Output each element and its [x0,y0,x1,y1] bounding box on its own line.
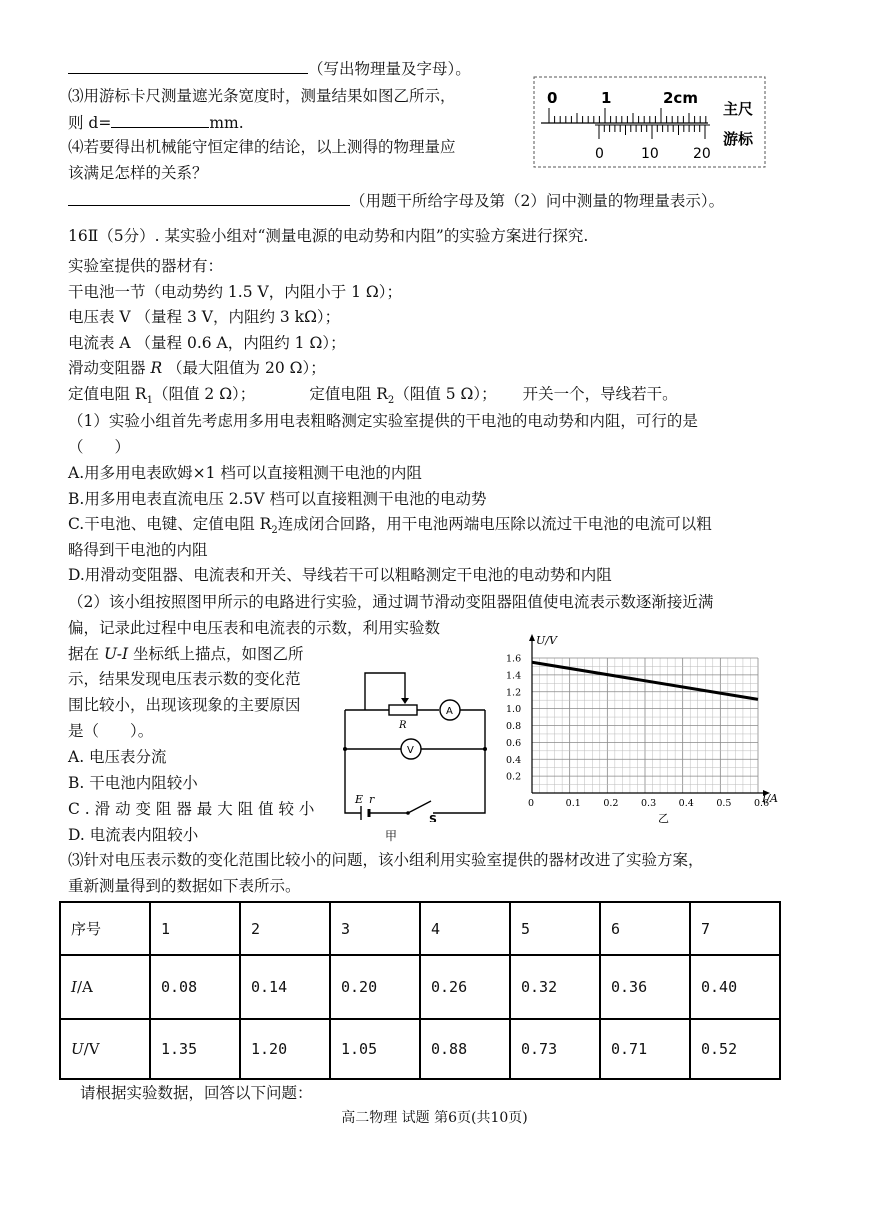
y-tick-label: 1.2 [506,687,522,699]
u-i-graph [500,630,800,832]
equipment-voltmeter: 电压表 V （量程 3 V，内阻约 3 kΩ）； [68,308,341,326]
main-scale-label: 主尺 [723,100,754,118]
vernier-caliper-figure [533,76,766,168]
part2-line-6: 是（ ）。 [68,722,154,740]
emf-label: E [355,793,364,806]
answer-blank[interactable] [68,58,308,74]
relation-blank[interactable] [68,190,350,206]
x-tick-label: 0.1 [565,798,581,809]
question-3: ⑶用游标卡尺测量遮光条宽度时，测量结果如图乙所示， [68,87,456,105]
internal-resistance-label: r [369,793,375,806]
table-cell: 1.35 [150,1019,240,1079]
table-header-cell: 序号 [60,902,150,955]
vernier-tick-label-10: 10 [641,146,659,162]
table-row-label: U/V [60,1019,150,1079]
part2-option-c[interactable]: C . 滑 动 变 阻 器 最 大 阻 值 较 小 [68,800,315,818]
part1-option-a[interactable]: A.用多用电表欧姆×1 档可以直接粗测干电池的内阻 [68,464,422,482]
table-header-cell: 7 [690,902,780,955]
x-axis-label: I/A [762,792,778,805]
x-tick-label: 0.6 [754,798,770,809]
part1-option-d[interactable]: D.用滑动变阻器、电流表和开关、导线若干可以粗略测定干电池的电动势和内阻 [68,566,612,584]
table-header-cell: 3 [330,902,420,955]
table-cell: 0.36 [600,955,690,1019]
part2-option-b[interactable]: B. 干电池内阻较小 [68,774,198,792]
vernier-tick-label-0: 0 [595,146,604,162]
table-cell: 0.40 [690,955,780,1019]
y-tick-label: 1.6 [506,653,522,665]
main-tick-label-0: 0 [547,89,558,107]
y-axis-arrow [529,634,535,641]
vernier-scale-label: 游标 [723,130,754,148]
table-row-label: I/A [60,955,150,1019]
y-tick-label: 0.2 [506,771,522,783]
table-row-voltage [60,1019,780,1079]
q16-header: 16Ⅱ（5分）. 某实验小组对“测量电源的电动势和内阻”的实验方案进行探究. [68,227,589,245]
main-tick-label-2: 2cm [663,89,698,107]
equipment-rheostat: 滑动变阻器 R （最大阻值为 20 Ω）； [68,359,326,377]
question-4-line-1: ⑷若要得出机械能守恒定律的结论，以上测得的物理量应 [68,138,456,156]
equipment-resistors: 定值电阻 $R_1$（阻值 2 Ω）； 定值电阻 $R_2$（阻值 5 Ω）； 开关一个，导线若干。 [68,385,678,407]
rheostat-label: R [399,720,407,731]
part1-option-c-cont: 略得到干电池的内阻 [68,541,208,559]
part2-line-1: （2）该小组按照图甲所示的电路进行实验，通过调节滑动变阻器阻值使电流表示数逐渐接近满 [68,593,714,611]
table-cell: 0.52 [690,1019,780,1079]
part3-line-1: ⑶针对电压表示数的变化范围比较小的问题，该小组利用实验室提供的器材改进了实验方案， [68,851,704,869]
part1-answer-paren: （ ） [68,438,131,456]
y-axis-label: U/V [536,634,557,647]
part1-option-c[interactable]: C.干电池、电键、定值电阻 $R_2$连成闭合回路，用干电池两端电压除以流过干电池的电流可以粗 [68,515,712,537]
table-cell: 1.20 [240,1019,330,1079]
table-row-index [60,902,780,955]
table-header-cell: 1 [150,902,240,955]
circuit-diagram [333,670,493,822]
x-tick-label: 0.3 [641,798,657,809]
data-table [59,901,781,1080]
table-header-cell: 2 [240,902,330,955]
table-cell: 0.14 [240,955,330,1019]
ammeter-label: A [446,706,453,717]
part2-line-3: 据在 U-I 坐标纸上描点，如图乙所 [68,645,304,663]
table-header-cell: 4 [420,902,510,955]
x-tick-label: 0.5 [716,798,732,809]
table-cell: 0.88 [420,1019,510,1079]
part1-question: （1）实验小组首先考虑用多用电表粗略测定实验室提供的干电池的电动势和内阻，可行的是 [68,412,698,430]
table-cell: 0.26 [420,955,510,1019]
table-header-cell: 6 [600,902,690,955]
table-row-current [60,955,780,1019]
d-blank[interactable] [111,112,209,128]
table-cell: 0.20 [330,955,420,1019]
y-tick-label: 1.4 [506,670,522,682]
part2-line-5: 围比较小，出现该现象的主要原因 [68,696,301,714]
question-3-answer: 则 d= mm. [68,114,244,132]
table-cell: 1.05 [330,1019,420,1079]
table-cell: 0.32 [510,955,600,1019]
part3-line-2: 重新测量得到的数据如下表所示。 [68,877,301,895]
part2-line-2: 偏，记录此过程中电压表和电流表的示数，利用实验数 [68,619,441,637]
table-cell: 0.71 [600,1019,690,1079]
part2-line-4: 示，结果发现电压表示数的变化范 [68,670,301,688]
graph-caption: 乙 [658,812,669,825]
table-cell: 0.73 [510,1019,600,1079]
graph-grid [532,658,758,793]
equipment-ammeter: 电流表 A （量程 0.6 A，内阻约 1 Ω）； [68,334,346,352]
y-tick-label: 1.0 [506,704,522,716]
after-table-text: 请根据实验数据，回答以下问题： [80,1084,313,1102]
answer-line-1: （写出物理量及字母）。 [68,58,471,80]
equipment-title: 实验室提供的器材有： [68,257,224,275]
y-tick-label: 0.6 [506,737,522,749]
x-tick-label: 0.4 [678,798,694,809]
table-cell: 0.08 [150,955,240,1019]
circuit-caption: 甲 [385,829,398,843]
y-tick-label: 0.8 [506,721,522,732]
table-header-cell: 5 [510,902,600,955]
question-4-answer: （用题干所给字母及第（2）问中测量的物理量表示）。 [68,190,724,212]
part2-option-d[interactable]: D. 电流表内阻较小 [68,826,199,844]
switch-label: S [429,813,437,822]
main-tick-label-1: 1 [601,89,612,107]
part2-option-a[interactable]: A. 电压表分流 [68,748,167,766]
equipment-battery: 干电池一节（电动势约 1.5 V，内阻小于 1 Ω）； [68,283,403,301]
y-tick-label: 0.4 [506,754,522,766]
part1-option-b[interactable]: B.用多用电表直流电压 2.5V 档可以直接粗测干电池的电动势 [68,490,487,508]
x-tick-label: 0.2 [603,798,619,809]
voltmeter-label: V [407,745,414,756]
x-tick-label: 0 [528,798,535,809]
question-4-line-2: 该满足怎样的关系？ [68,164,208,182]
page-footer: 高二物理 试题 第6页(共10页) [341,1110,528,1126]
vernier-tick-label-20: 20 [693,146,711,162]
